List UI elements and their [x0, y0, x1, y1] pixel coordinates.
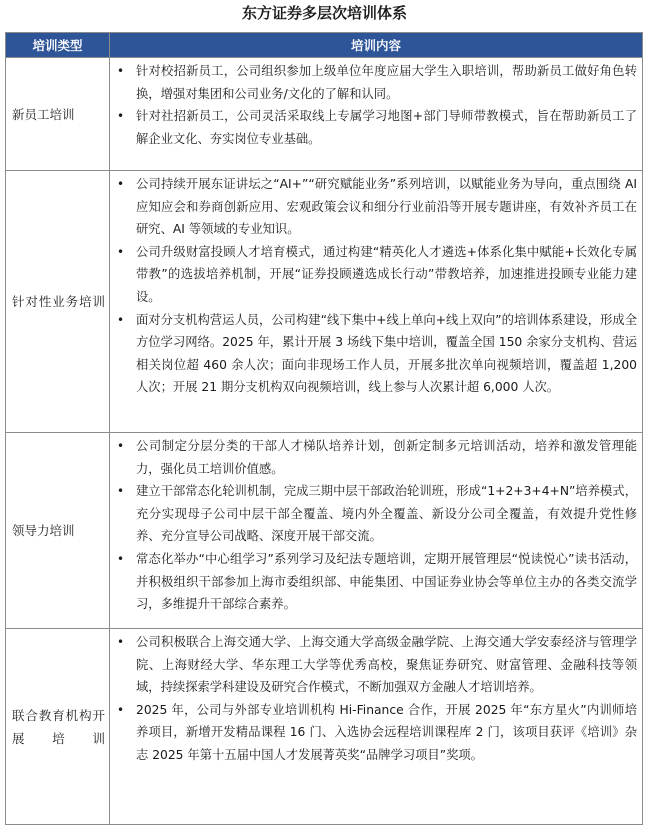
list-item	[110, 241, 637, 309]
list-item	[110, 173, 637, 241]
training-content-cell	[110, 171, 643, 433]
list-item-text: 公司制定分层分类的干部人才梯队培养计划，创新定制多元培训活动，培养和激发管理能力，强化员工培训价值感。	[136, 439, 637, 476]
list-item-text: 建立干部常态化轮训机制，完成三期中层干部政治轮训班，形成“1+2+3+4+N”培养模式，充分实现母子公司中层干部全覆盖、境内外全覆盖、新设分公司全覆盖，有效提升党性修养、充分宣导公司战略、深度开展干部交流。	[136, 484, 637, 544]
training-content-cell	[110, 433, 643, 629]
list-item	[110, 309, 637, 399]
page-title: 东方证券多层次培训体系	[241, 4, 407, 22]
list-item-text: 针对社招新员工，公司灵活采取线上专属学习地图+部门导师带教模式，旨在帮助新员工了解企业文化、夯实岗位专业基础。	[136, 109, 637, 146]
training-type-cell: 新员工培训	[6, 58, 110, 171]
bullet-icon: •	[117, 312, 125, 327]
list-item	[110, 631, 637, 699]
bullet-icon: •	[117, 702, 125, 717]
training-type-cell: 联合教育机构开展培训	[6, 629, 110, 825]
training-content-cell	[110, 58, 643, 171]
list-item-text: 针对校招新员工，公司组织参加上级单位年度应届大学生入职培训，帮助新员工做好角色转换，增强对集团和公司业务/文化的了解和认同。	[136, 64, 637, 101]
list-item-text: 公司持续开展东证讲坛之“AI+”“研究赋能业务”系列培训，以赋能业务为导向，重点围绕 AI 应知应会和券商创新应用、宏观政策会议和细分行业前沿等开展专题讲座，有效补齐员工在研究、AI 等领域的专业知识。	[136, 177, 637, 237]
training-table	[5, 32, 643, 825]
bullet-icon: •	[117, 484, 125, 499]
column-header-type: 培训类型	[6, 33, 110, 58]
bullet-icon: •	[117, 64, 125, 78]
training-type-cell: 针对性业务培训	[6, 171, 110, 433]
bullet-icon: •	[117, 244, 125, 259]
table-row	[6, 58, 643, 171]
content-list	[110, 60, 637, 150]
bullet-icon: •	[117, 551, 125, 566]
bullet-icon: •	[117, 177, 125, 191]
list-item	[110, 480, 637, 548]
content-list	[110, 631, 637, 767]
list-item-text: 常态化举办“中心组学习”系列学习及纪法专题培训，定期开展管理层“悦读悦心”读书活动，并积极组织干部参加上海市委组织部、申能集团、中国证券业协会等单位主办的各类交流学习，多维提升干部综合素养。	[136, 551, 637, 612]
table-row	[6, 629, 643, 825]
bullet-icon: •	[117, 109, 125, 124]
list-item-text: 公司积极联合上海交通大学、上海交通大学高级金融学院、上海交通大学安泰经济与管理学院、上海财经大学、华东理工大学等优秀高校，聚焦证券研究、财富管理、金融科技等领域，持续探索学科建设及研究合作模式，不断加强双方金融人才培训培养。	[136, 635, 637, 695]
list-item	[110, 699, 637, 767]
table-row	[6, 171, 643, 433]
content-list	[110, 173, 637, 399]
list-item	[110, 60, 637, 105]
bullet-icon: •	[117, 635, 125, 649]
list-item-text: 公司升级财富投顾人才培育模式，通过构建“精英化人才遴选+体系化集中赋能+长效化专属带教”的选拔培养机制，开展“证券投顾遴选成长行动”带教培养，加速推进投顾专业能力建设。	[136, 244, 637, 304]
table-header-row	[6, 33, 643, 58]
list-item	[110, 105, 637, 150]
list-item	[110, 435, 637, 480]
list-item-text: 2025 年，公司与外部专业培训机构 Hi-Finance 合作，开展 2025 年“东方星火”内训师培养项目，新增开发精品课程 16 门、入选协会远程培训课程库 2 门，该项目获评《培训》杂志 2025 年第十五届中国人才发展菁英奖“品牌学习项目”奖项。	[136, 702, 637, 762]
column-header-content: 培训内容	[110, 33, 643, 58]
training-type-cell: 领导力培训	[6, 433, 110, 629]
training-content-cell	[110, 629, 643, 825]
list-item-text: 面对分支机构营运人员，公司构建“线下集中+线上单向+线上双向”的培训体系建设，形成全方位学习网络。2025 年，累计开展 3 场线下集中培训，覆盖全国 150 余家分支机构、营运相关岗位超 460 余人次；面向非现场工作人员，开展多批次单向视频培训，覆盖超 1,200 人次；开展 21 期分支机构双向视频培训，线上参与人次累计超 6,000 人次。	[136, 312, 637, 395]
bullet-icon: •	[117, 439, 125, 453]
list-item	[110, 548, 637, 616]
table-row	[6, 433, 643, 629]
content-list	[110, 435, 637, 616]
